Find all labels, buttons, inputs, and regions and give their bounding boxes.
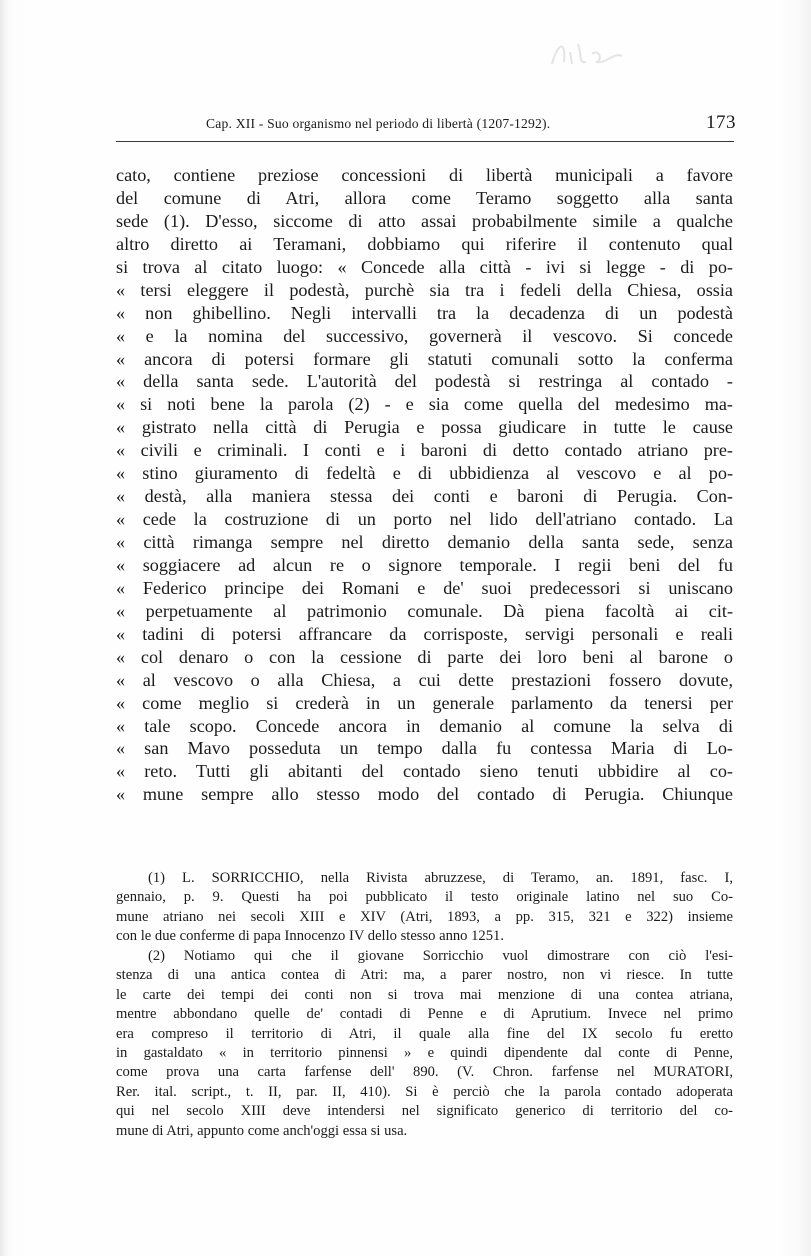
footnote-line: Rer. ital. script., t. II, par. II, 410). Si è perciò che la parola contado adoperata [116, 1083, 733, 1100]
text-line: « destà, alla maniera stessa dei conti e baroni di Perugia. Con- [116, 486, 733, 507]
footnote-line: mune di Atri, appunto come anch'oggi essa si usa. [116, 1122, 408, 1139]
footnote-1 [116, 869, 733, 947]
text-line: del comune di Atri, allora come Teramo soggetto alla santa [116, 187, 733, 208]
text-line: « come meglio si crederà in un generale parlamento da tenersi per [116, 692, 733, 713]
running-header [200, 112, 740, 136]
footnote-line: era compreso il territorio di Atri, il quale alla fine del IX secolo fu eretto [116, 1025, 733, 1042]
text-line: altro diretto ai Teramani, dobbiamo qui riferire il contenuto qual [116, 233, 733, 254]
chapter-title: Cap. XII - Suo organismo nel periodo di libertà (1207-1292). [206, 116, 551, 131]
main-text [116, 164, 733, 806]
footnote-line: mune atriano nei secoli XIII e XIV (Atri, 1893, a pp. 315, 321 e 322) insieme [116, 908, 733, 925]
footnote-line: qui nel secolo XIII deve intendersi nel significato generico di territorio del co- [116, 1103, 733, 1120]
footnote-2 [116, 947, 733, 1141]
footnote-line: mentre abbondano quelle de' contadi di Penne e di Aprutium. Invece nel primo [116, 1006, 733, 1023]
footnote-line: stenza di una antica contea di Atri: ma, a parer nostro, non vi riesce. In tutte [116, 967, 733, 984]
text-line: « non ghibellino. Negli intervalli tra la decadenza di un podestà [116, 302, 733, 323]
text-line: « Federico principe dei Romani e de' suoi predecessori si uniscano [116, 577, 733, 598]
footnote-line: gennaio, p. 9. Questi ha poi pubblicato il testo originale latino nel suo Co- [116, 889, 733, 906]
text-line: « al vescovo o alla Chiesa, a cui dette prestazioni fossero dovute, [116, 669, 733, 690]
text-line: « e la nomina del successivo, governerà il vescovo. Si concede [116, 325, 733, 346]
footnote-line: (2) Notiamo qui che il giovane Sorricchio vuol dimostrare con ciò l'esi- [148, 947, 733, 964]
text-line: « stino giuramento di fedeltà e di ubbidienza al vescovo e al po- [116, 463, 733, 484]
text-line: « tadini di potersi affrancare da corrisposte, servigi personali e reali [116, 623, 733, 644]
text-line: « cede la costruzione di un porto nel lido dell'atriano contado. La [116, 509, 733, 530]
text-line: « soggiacere ad alcun re o signore temporale. I regii beni del fu [116, 554, 733, 575]
text-line: « tale scopo. Concede ancora in demanio al comune la selva di [116, 715, 733, 736]
text-line: « perpetuamente al patrimonio comunale. Dà piena facoltà ai cit- [116, 600, 733, 621]
header-rule [116, 141, 734, 142]
text-line: cato, contiene preziose concessioni di libertà municipali a favore [116, 165, 733, 185]
text-line: « ancora di potersi formare gli statuti comunali sotto la conferma [116, 348, 733, 369]
text-line: « civili e criminali. I conti e i baroni di detto contado atriano pre- [116, 440, 733, 461]
footnotes [116, 869, 733, 1141]
text-line: « san Mavo posseduta un tempo dalla fu contessa Maria di Lo- [116, 738, 733, 759]
footnote-line: come prova una carta farfense dell' 890. (V. Chron. farfense nel MURATORI, [116, 1064, 733, 1081]
footnote-line: le carte dei tempi dei conti non si trova mai menzione di una contea atriana, [116, 986, 733, 1003]
text-line: « si noti bene la parola (2) - e sia come quella del medesimo ma- [116, 394, 733, 415]
text-line: « della santa sede. L'autorità del podestà si restringa al contado - [116, 371, 733, 392]
page-number: 173 [706, 112, 736, 133]
text-line: « tersi eleggere il podestà, purchè sia tra i fedeli della Chiesa, ossia [116, 279, 733, 300]
text-line: « gistrato nella città di Perugia e possa giudicare in tutte le cause [116, 417, 733, 438]
footnote-line: con le due conferme di papa Innocenzo IV dello stesso anno 1251. [116, 928, 504, 945]
text-line: « reto. Tutti gli abitanti del contado sieno tenuti ubbidire al co- [116, 761, 733, 782]
text-line: « col denaro o con la cessione di parte dei loro beni al barone o [116, 646, 733, 667]
text-line: sede (1). D'esso, siccome di atto assai probabilmente simile a qualche [116, 210, 733, 231]
text-line: si trova al citato luogo: « Concede alla città - ivi si legge - di po- [116, 256, 733, 277]
pencil-annotation [548, 34, 628, 74]
text-line: « mune sempre allo stesso modo del contado di Perugia. Chiunque [116, 784, 733, 805]
text-line: « città rimanga sempre nel diretto demanio della santa sede, senza [116, 532, 733, 552]
footnote-line: (1) L. SORRICCHIO, nella Rivista abruzzese, di Teramo, an. 1891, fasc. I, [148, 870, 733, 886]
footnote-line: in gastaldato « in territorio pinnensi » e quindi dipendente dal conte di Penne, [116, 1044, 733, 1061]
